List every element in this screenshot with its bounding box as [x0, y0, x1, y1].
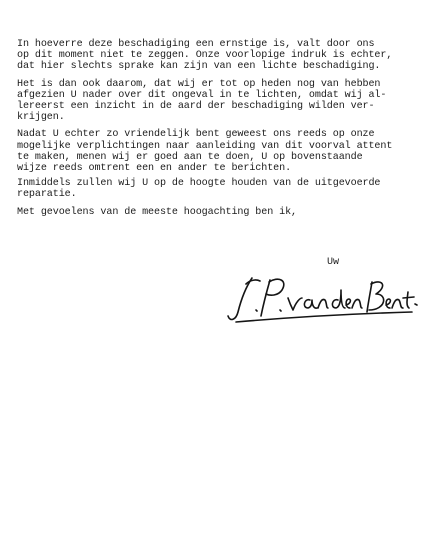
text-line: reparatie. [17, 189, 77, 201]
text-line: op dit moment niet te zeggen. Onze voorlopige indruk is echter, [17, 50, 393, 62]
paragraph-3 [17, 129, 427, 174]
paragraph-2 [17, 79, 427, 124]
text-line: krijgen. [17, 112, 65, 124]
text-line: afgezien U nader over dit ongeval in te lichten, omdat wij al- [17, 89, 387, 101]
closing-word: Uw [327, 257, 340, 268]
paragraph-4 [17, 178, 427, 200]
text-line: Met gevoelens van de meeste hoogachting ben ik, [17, 206, 297, 218]
paragraph-5 [17, 207, 427, 218]
text-line: Nadat U echter zo vriendelijk bent geweest ons reeds op onze [17, 129, 375, 141]
text-line: Het is dan ook daarom, dat wij er tot op heden nog van hebben [17, 78, 381, 90]
text-line: dat hier slechts sprake kan zijn van een lichte beschadiging. [17, 61, 381, 73]
text-line: wijze reeds omtrent een en ander te berichten. [17, 163, 292, 175]
text-line: te maken, menen wij er goed aan te doen, U op bovenstaande [17, 151, 363, 163]
text-line: lereerst een inzicht in de aard der beschadiging wilden ver- [17, 101, 375, 113]
handwritten-signature [222, 270, 422, 330]
text-line: Inmiddels zullen wij U op de hoogte houden van de uitgevoerde [17, 178, 381, 190]
text-line: mogelijke verplichtingen naar aanleiding van dit voorval attent [17, 140, 393, 152]
letter-body [17, 39, 427, 224]
text-line: In hoeverre deze beschadiging een ernstige is, valt door ons [17, 39, 375, 50]
paragraph-1 [17, 39, 427, 73]
